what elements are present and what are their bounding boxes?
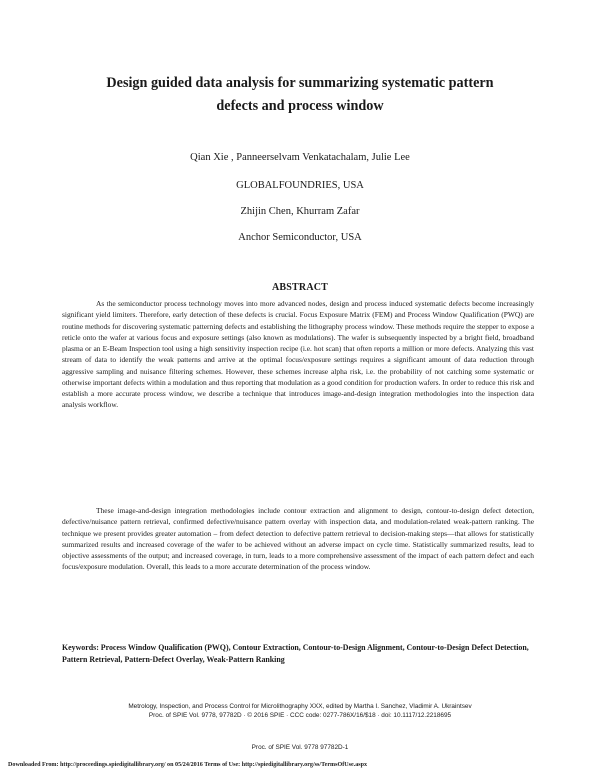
affiliation-line-2: Anchor Semiconductor, USA	[238, 232, 362, 243]
conference-footnote-line-2: Proc. of SPIE Vol. 9778, 97782D · © 2016 SPIE · CCC code: 0277-786X/16/$18 · doi: 10.1117/12.2218695	[148, 712, 452, 719]
authors-line-1: Qian Xie , Panneerselvam Venkatachalam, Julie Lee	[190, 152, 410, 163]
keywords: Keywords: Process Window Qualification (PWQ), Contour Extraction, Contour-to-Design Alignment, Contour-to-Design Defect Detection, Pattern Retrieval, Pattern-Defect Overlay, Weak-Pattern Ranking	[62, 643, 529, 664]
page-footer: Proc. of SPIE Vol. 9778 97782D-1	[251, 744, 349, 751]
conference-footnote-line-1: Metrology, Inspection, and Process Control for Microlithography XXX, edited by Martha I. Sanchez, Vladimir A. Ukraintsev	[128, 703, 472, 710]
abstract-paragraph-1: As the semiconductor process technology moves into more advanced nodes, design and process induced systematic defects become increasingly significant yield limiters. Therefore, early detection of these defects is crucial. Focus Exposure Matrix (FEM) and Process Window Qualification (PWQ) are routine methods for discovering systematic patterning defects and establishing the lithography process window. These methods require the stepper to expose a reticle onto the wafer at various focus and exposure settings (also known as modulations). The wafer is subsequently inspected by a bright field, broadband plasma or an E-Beam Inspection tool using a high sensitivity inspection recipe (i.e. hot scan) that often reports a million or more defects. Analyzing this vast stream of data to identify the weak patterns and arrive at the optimal focus/exposure settings requires a significant amount of data reduction through aggressive sampling and nuisance filtering schemes. However, these schemes increase alpha risk, i.e. the probability of not catching some systematic or otherwise important defects within a modulation and thus reporting that modulation as a good condition for production wafers. In order to reduce this risk and establish a more accurate process window, we describe a technique that introduces image-and-design integration methodologies into the inspection data analysis workflow.	[62, 299, 534, 410]
download-notice: Downloaded From: http://proceedings.spiedigitallibrary.org/ on 05/24/2016 Terms of Use: http://spiedigitallibrary.org/ss/TermsOfUse.aspx	[8, 762, 368, 768]
authors-line-2: Zhijin Chen, Khurram Zafar	[240, 206, 360, 217]
title-line-1: Design guided data analysis for summarizing systematic pattern	[106, 75, 494, 91]
affiliation-line-1: GLOBALFOUNDRIES, USA	[236, 180, 364, 191]
title-line-2: defects and process window	[216, 98, 384, 114]
paper-title	[60, 72, 540, 118]
abstract-heading: ABSTRACT	[271, 282, 329, 293]
abstract-paragraph-2: These image-and-design integration methodologies include contour extraction and alignment to design, contour-to-design defect detection, defective/nuisance pattern retrieval, confirmed defective/nuisance pattern overlay with inspection data, and modulation-related weak-pattern ranking. The technique we present provides greater automation – from defect detection to defective pattern retrieval to decision-making steps—that allows for statistically summarized results and increased coverage of the wafer to be achieved without an adverse impact on cycle time. Statistically summarized results, lead to objective assessments of the output; and increased coverage, in turn, leads to a more comprehensive assessment of the impact of each pattern defect and each focus/exposure modulation. Overall, this leads to a more accurate determination of the process window.	[62, 506, 534, 572]
